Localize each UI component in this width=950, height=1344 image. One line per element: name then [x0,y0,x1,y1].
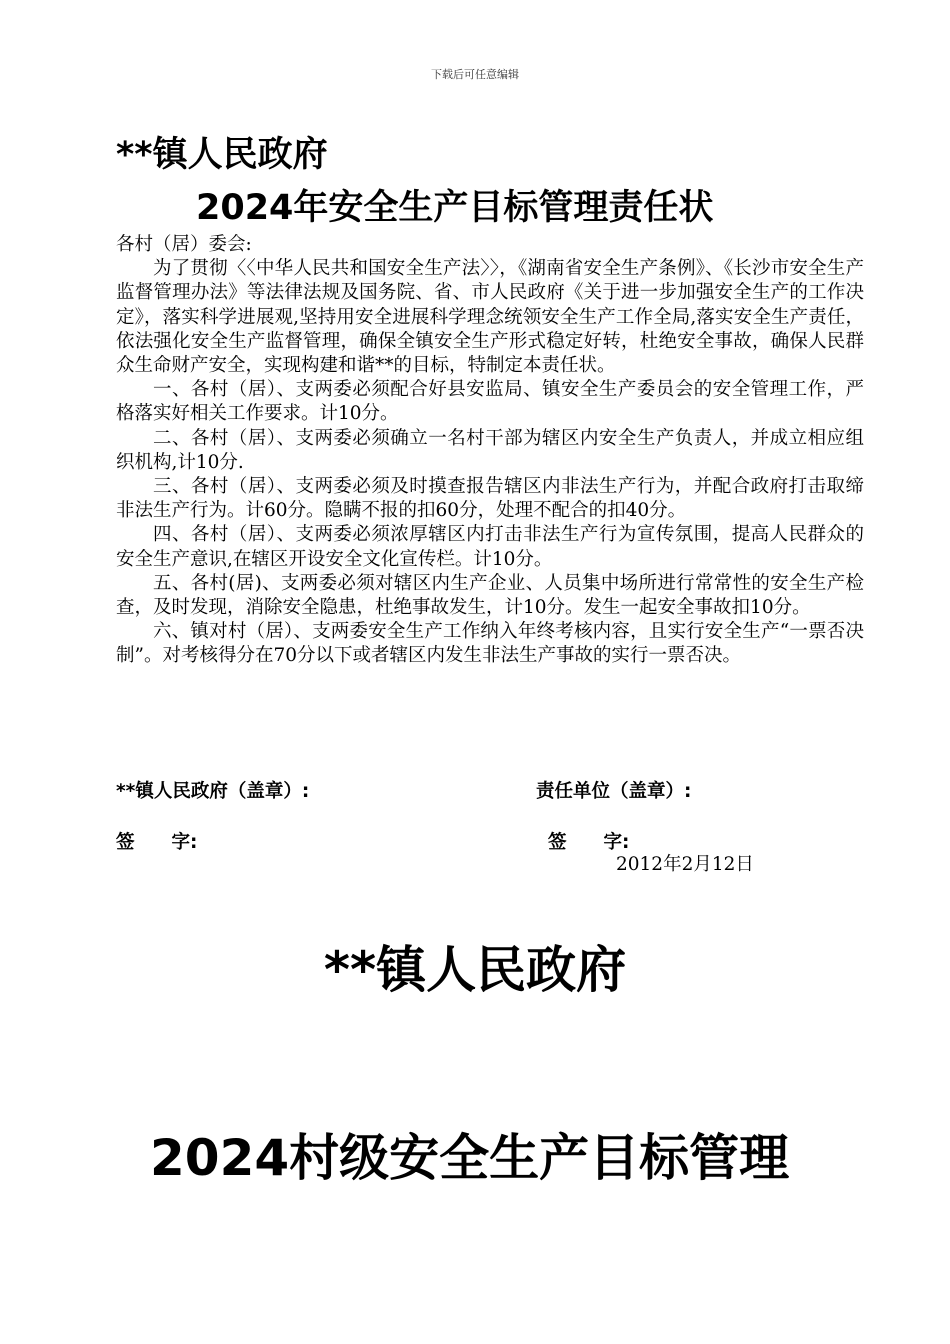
document-title-line1: **镇人民政府 [116,135,328,175]
right-party-seal: 责任单位（盖章）: [536,781,692,802]
document-body [116,233,864,669]
paragraph-item-6: 六、镇对村（居）、支两委安全生产工作纳入年终考核内容，且实行安全生产“一票否决制”。对考核得分在70分以下或者辖区内发生非法生产事故的实行一票否决。 [116,621,864,667]
signing-date: 2012年2月12日 [616,854,754,875]
cover-title-line1: **镇人民政府 [323,941,627,999]
right-signature: 签 字: [548,832,630,853]
paragraph-item-3: 三、各村（居）、支两委必须及时摸查报告辖区内非法生产行为，并配合政府打击取缔非法生产行为。计60分。隐瞒不报的扣60分，处理不配合的扣40分。 [116,476,864,522]
paragraph-item-4: 四、各村（居）、支两委必须浓厚辖区内打击非法生产行为宣传氛围，提高人民群众的安全生产意识,在辖区开设安全文化宣传栏。计10分。 [116,524,864,570]
header-note: 下载后可任意编辑 [431,68,519,81]
paragraph-item-2: 二、各村（居）、支两委必须确立一名村干部为辖区内安全生产负责人，并成立相应组织机构,计10分. [116,427,864,473]
salutation: 各村（居）委会: [116,234,252,255]
left-party-seal: **镇人民政府（盖章）: [116,781,310,802]
paragraph-item-5: 五、各村(居)、支两委必须对辖区内生产企业、人员集中场所进行常常性的安全生产检查，及时发现，消除安全隐患，杜绝事故发生，计10分。发生一起安全事故扣10分。 [116,572,864,619]
document-title-line2: 2024年安全生产目标管理责任状 [196,188,714,228]
cover-title-line2: 2024村级安全生产目标管理 [150,1129,790,1187]
left-signature: 签 字: [116,832,198,853]
paragraph-item-1: 一、各村（居）、支两委必须配合好县安监局、镇安全生产委员会的安全管理工作，严格落实好相关工作要求。计10分。 [116,379,864,425]
paragraph-intro: 为了贯彻〈〈中华人民共和国安全生产法〉〉，《湖南省安全生产条例》、《长沙市安全生产监督管理办法》等法律法规及国务院、省、市人民政府《关于进一步加强安全生产的工作决定》，落实科学进展观,坚持用安全进展科学理念统领安全生产工作全局,落实安全生产责任，依法强化安全生产监督管理，确保全镇安全生产形式稳定好转，杜绝安全事故，确保人民群众生命财产安全，实现构建和谐**的目标，特制定本责任状。 [116,258,864,377]
